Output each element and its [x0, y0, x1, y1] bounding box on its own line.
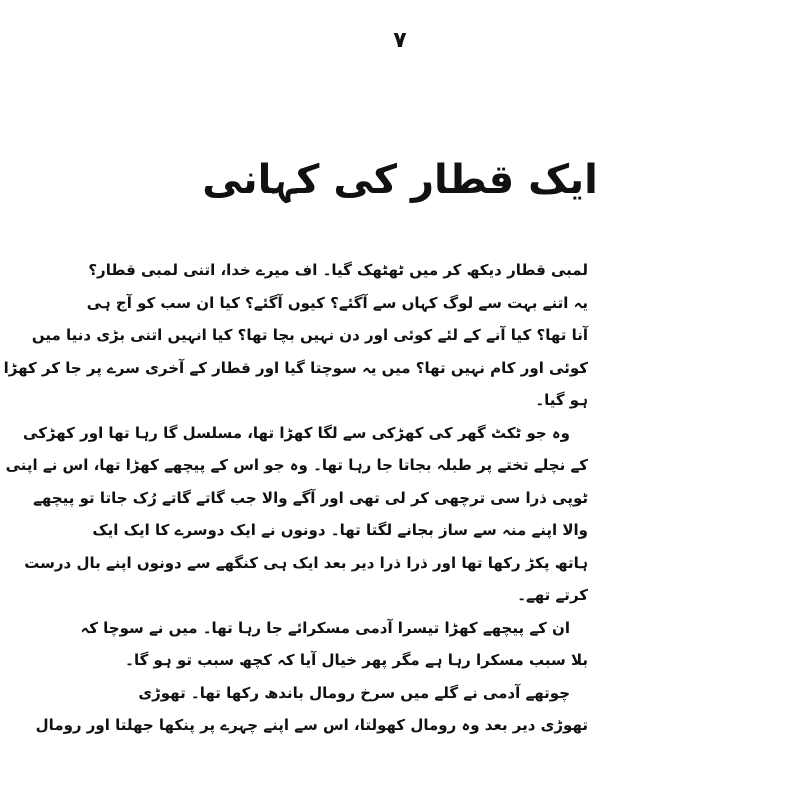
text-line: ٹوپی ذرا سی ترچھی کر لی تھی اور آگے والا جب گاتے گاتے رُک جاتا تو پیچھے	[33, 488, 588, 507]
text-line: ہو گیا۔	[535, 391, 588, 409]
text-line: لمبی قطار دیکھ کر میں ٹھٹھک گیا۔ اف میرے خدا، اتنی لمبی قطار؟	[88, 261, 588, 279]
text-line: کے نچلے تختے پر طبلہ بجاتا جا رہا تھا۔ وہ جو اس کے پیچھے کھڑا تھا، اس نے اپنی	[5, 456, 588, 474]
story-title: ایک قطار کی کہانی	[202, 157, 598, 203]
text-line: ان کے پیچھے کھڑا تیسرا آدمی مسکرائے جا رہا تھا۔ میں نے سوچا کہ	[80, 618, 570, 637]
text-line: یہ اتنے بہت سے لوگ کہاں سے آگئے؟ کیوں آگئے؟ کیا ان سب کو آج ہی	[86, 293, 588, 312]
text-line: بلا سبب مسکرا رہا ہے مگر پھر خیال آیا کہ کچھ سبب تو ہو گا۔	[125, 651, 588, 669]
text-line: کرتے تھے۔	[517, 586, 588, 604]
story-body	[3, 254, 588, 742]
page-number: ۷	[393, 28, 407, 53]
text-line: چوتھے آدمی نے گلے میں سرخ رومال باندھ رکھا تھا۔ تھوڑی	[138, 683, 570, 702]
text-line: والا اپنے منہ سے ساز بجانے لگتا تھا۔ دونوں نے ایک دوسرے کا ایک ایک	[92, 521, 588, 539]
text-line: ہاتھ پکڑ رکھا تھا اور ذرا ذرا دیر بعد ایک ہی کنگھے سے دونوں اپنے بال درست	[24, 553, 588, 572]
text-line: وہ جو ٹکٹ گھر کی کھڑکی سے لگا کھڑا تھا، مسلسل گا رہا تھا اور کھڑکی	[23, 423, 570, 442]
text-line: تھوڑی دیر بعد وہ رومال کھولتا، اس سے اپنے چہرے پر پنکھا جھلتا اور رومال	[35, 716, 588, 734]
text-line: کوئی اور کام نہیں تھا؟ میں یہ سوچتا گیا اور قطار کے آخری سرے پر جا کر کھڑا	[3, 358, 588, 377]
text-line: آنا تھا؟ کیا آنے کے لئے کوئی اور دن نہیں بچا تھا؟ کیا انہیں اتنی بڑی دنیا میں	[31, 326, 588, 344]
